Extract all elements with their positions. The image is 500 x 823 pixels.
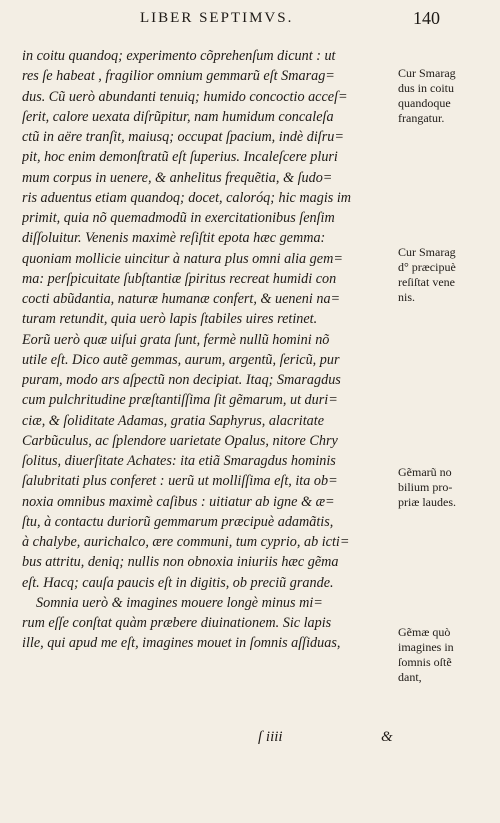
text-line: quoniam mollicie uincitur à natura plus omni alia gem=	[22, 250, 343, 267]
margin-note-line: frangatur.	[398, 111, 445, 125]
margin-note-line: bilium pro-	[398, 480, 453, 494]
main-text-block	[22, 46, 394, 654]
text-line: à chalybe, aurichalco, ære communi, tum cyprio, ab icti=	[22, 534, 350, 550]
margin-note-line: Gẽmæ quò	[398, 625, 451, 639]
margin-note-line: Cur Smarag	[398, 245, 456, 259]
margin-note-line: d° præcipuè	[398, 260, 456, 274]
signature-line	[0, 729, 500, 751]
page-header	[140, 10, 440, 34]
margin-note-line: dus in coitu	[398, 81, 454, 95]
text-line: cum pulchritudine præſtantiſſima ſit gẽmarum, ut duri=	[22, 392, 338, 409]
running-head: LIBER SEPTIMVS.	[140, 10, 294, 26]
margin-note-line: reſiſtat vene	[398, 275, 455, 289]
margin-note-line: quandoque	[398, 96, 451, 110]
text-line: Somnia uerò & imagines mouere longè minus mi=	[36, 594, 323, 611]
margin-note-line: Cur Smarag	[398, 66, 456, 80]
text-line: dus. Cũ uerò abundanti tenuiq; humido concoctio acceſ=	[22, 88, 348, 105]
text-line: Eorũ uerò quæ uiſui grata ſunt, fermè nullũ homini nõ	[22, 331, 330, 348]
text-line: ctũ in aëre tranſit, maiusq; occupat ſpacium, indè diſru=	[22, 129, 344, 145]
margin-note-smaragdus-coitu	[398, 66, 494, 126]
text-line: cocti abũdantia, naturæ humanæ confert, & ueneni na=	[22, 291, 341, 307]
text-line: rum eſſe conſtat quàm præbere diuinationem. Sic lapis	[22, 615, 332, 631]
text-line: ſtu, à contactu duriorũ gemmarum præcipuè adamãtis,	[22, 513, 334, 530]
margin-note-line: imagines in	[398, 640, 454, 654]
text-line: noxia omnibus maximè caſibus : uitiatur ab igne & æ=	[22, 493, 335, 510]
margin-note-line: priæ laudes.	[398, 495, 456, 509]
text-line: ſalubritati plus conferet : uerũ ut molliſſima eſt, ita ob=	[22, 473, 338, 490]
margin-note-line: ſomnis oſtẽ	[398, 655, 452, 669]
text-line: Carbũculus, ac ſplendore uarietate Opalus, nitore Chry	[22, 432, 338, 449]
text-line: ma: perſpicuitate ſubſtantiæ ſpiritus recreat humidi con	[22, 270, 337, 287]
text-line: turam retundit, quia uerò lapis ſtabiles uires retinet.	[22, 311, 318, 328]
page-number: 140	[413, 8, 440, 28]
text-line: utile eſt. Dico autẽ gemmas, aurum, argentũ, ſericũ, pur	[22, 351, 340, 368]
margin-note-line: dant,	[398, 670, 422, 684]
text-line: res ſe habeat , fragilior omnium gemmarũ eſt Smarag=	[22, 68, 335, 85]
margin-note-smaragdus-venenis	[398, 245, 494, 305]
text-line: ſerit, calore uexata diſrũpitur, nam humidum concaleſa	[22, 108, 334, 125]
margin-note-line: Gẽmarũ no	[398, 465, 452, 479]
text-line: ille, qui apud me eſt, imagines mouet in ſomnis aſſiduas,	[22, 635, 341, 652]
catchword: &	[381, 729, 393, 745]
text-line: diſſoluitur. Venenis maximè reſiſtit epota hæc gemma:	[22, 230, 326, 247]
text-line: eſt. Hacq; cauſa paucis eſt in digitis, ob preciũ grande.	[22, 574, 334, 591]
text-line: primit, quia nõ quemadmodũ in exercitationibus ſenſim	[22, 210, 335, 226]
text-line: ciæ, & ſoliditate Adamas, gratia Saphyrus, alacritate	[22, 412, 325, 429]
margin-note-gemmarum-laudes	[398, 465, 494, 510]
margin-note-line: nis.	[398, 290, 416, 304]
text-line: ris aduentus etiam quandoq; docet, caloróq; hic magis im	[22, 189, 352, 206]
text-line: in coitu quandoq; experimento cõprehenſum dicunt : ut	[22, 48, 336, 64]
text-line: bus attritu, deniq; nullis non obnoxia iniuriis hæc gẽma	[22, 554, 339, 571]
text-line: pit, hoc enim demonſtratũ eſt ſuperius. Incaleſcere pluri	[22, 149, 338, 166]
signature-mark: ſ iiii	[258, 729, 283, 745]
text-line: mum corpus in uenere, & anhelitus frequẽtia, & ſudo=	[22, 169, 333, 186]
text-line: puram, modo ars aſpectũ non decipiat. Itaq; Smaragdus	[22, 372, 341, 388]
margin-note-gemmae-imagines	[398, 625, 494, 685]
text-line: ſolitus, diuerſitate Achates: ita etiã Smaragdus hominis	[22, 453, 336, 469]
